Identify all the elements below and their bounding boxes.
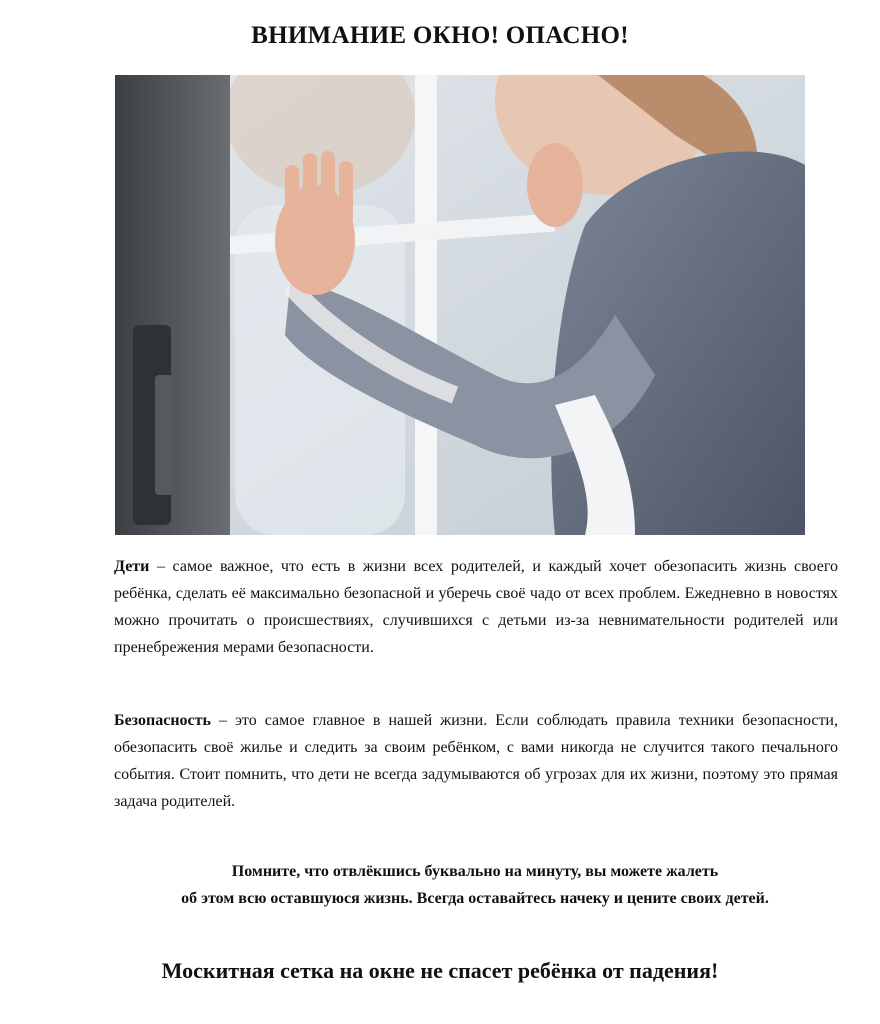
paragraph-safety-lead: Безопасность <box>114 712 211 729</box>
mosquito-net-warning: Москитная сетка на окне не спасет ребёнка от падения! <box>161 958 719 983</box>
paragraph-children-lead: Дети <box>114 558 150 575</box>
warning-line-1: Помните, что отвлёкшись буквально на минуту, вы можете жалеть <box>231 863 719 880</box>
paragraph-safety-text: – это самое главное в нашей жизни. Если соблюдать правила техники безопасности, обезопасить своё жилье и следить за своим ребёнком, с вами никогда не случится такого печального события. Стоит помнить, что дети не всегда задумываются об угрозах для их жизни, поэтому это прямая задача родителей. <box>114 712 838 810</box>
paragraph-safety <box>114 707 838 815</box>
child-at-window-photo <box>115 75 805 535</box>
paragraph-children <box>114 553 838 661</box>
warning-block <box>110 858 840 912</box>
paragraph-children-text: – самое важное, что есть в жизни всех родителей, и каждый хочет обезопасить жизнь своего ребёнка, сделать её максимально безопасной и уберечь своё чадо от всех проблем. Ежедневно в новостях можно прочитать о происшествиях, случившихся с детьми из-за невнимательности родителей или пренебрежения мерами безопасности. <box>114 558 838 656</box>
warning-line-2: об этом всю оставшуюся жизнь. Всегда оставайтесь начеку и цените своих детей. <box>181 890 769 907</box>
page-title: ВНИМАНИЕ ОКНО! ОПАСНО! <box>251 22 629 49</box>
